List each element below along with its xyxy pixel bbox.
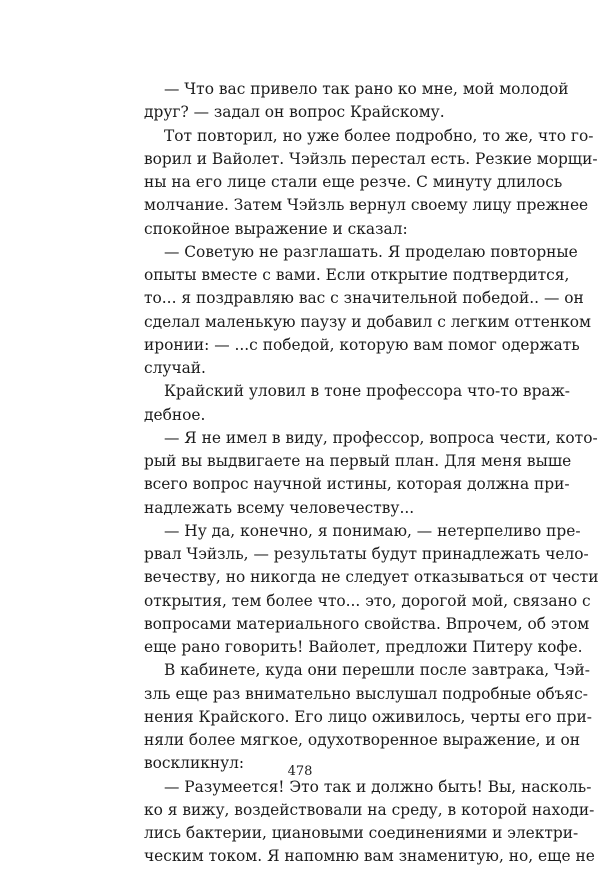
text-line: друг? — задал он вопрос Крайскому.: [144, 103, 445, 122]
text-line: — Я не имел в виду, профессор, вопроса чести, кото-: [164, 428, 598, 447]
text-line: — Что вас привело так рано ко мне, мой молодой: [164, 80, 569, 98]
text-line: нения Крайского. Его лицо оживилось, черты его при-: [144, 707, 592, 726]
text-line: ворил и Вайолет. Чэйзль перестал есть. Резкие морщи-: [144, 149, 598, 168]
text-line: сделал маленькую паузу и добавил с легким оттенком: [144, 312, 591, 331]
text-line: дебное.: [144, 405, 206, 424]
text-line: надлежать всему человечеству...: [144, 498, 415, 517]
text-line: опыты вместе с вами. Если открытие подтвердится,: [144, 266, 570, 284]
text-line: В кабинете, куда они перешли после завтрака, Чэй-: [164, 661, 591, 680]
text-line: зль еще раз внимательно выслушал подробные объяс-: [144, 684, 588, 703]
text-line: — Советую не разглашать. Я проделаю повторные: [164, 242, 578, 261]
text-line: случай.: [144, 359, 206, 377]
text-line: ческим током. Я напомню вам знаменитую, но, еще не: [144, 847, 595, 866]
text-line: Крайский уловил в тоне профессора что-то враж-: [164, 382, 570, 401]
text-line: рый вы выдвигаете на первый план. Для меня выше: [144, 452, 572, 470]
page-number: 478: [287, 764, 313, 779]
text-line: открытия, тем более что... это, дорогой мой, связано с: [144, 591, 591, 610]
text-line: рвал Чэйзль, — результаты будут принадлежать чело-: [144, 545, 589, 563]
text-line: лись бактерии, циановыми соединениями и электри-: [144, 824, 579, 842]
text-line: молчание. Затем Чэйзль вернул своему лицу прежнее: [144, 196, 589, 215]
text-line: то... я поздравляю вас с значительной победой.. — он: [144, 289, 584, 308]
text-line: спокойное выражение и сказал:: [144, 219, 408, 238]
text-line: ко я вижу, воздействовали на среду, в которой находи-: [144, 800, 595, 819]
text-line: ны на его лице стали еще резче. С минуту длилось: [144, 173, 563, 191]
text-line: еще рано говорить! Вайолет, предложи Питеру кофе.: [144, 638, 583, 656]
text-line: Тот повторил, но уже более подробно, то же, что го-: [164, 126, 594, 145]
text-line: всего вопрос научной истины, которая должна при-: [144, 475, 570, 494]
text-line: — Ну да, конечно, я понимаю, — нетерпеливо пре-: [164, 521, 581, 540]
text-line: воскликнул:: [144, 754, 245, 773]
text-line: — Разумеется! Это так и должно быть! Вы, насколь-: [164, 777, 592, 796]
body-text: [144, 78, 599, 869]
text-line: вопросами материального свойства. Впрочем, об этом: [144, 614, 590, 633]
text-line: иронии: — ...с победой, которую вам помог одержать: [144, 335, 580, 354]
text-line: вечеству, но никогда не следует отказываться от чести: [144, 568, 599, 587]
text-line: няли более мягкое, одухотворенное выражение, и он: [144, 731, 581, 749]
